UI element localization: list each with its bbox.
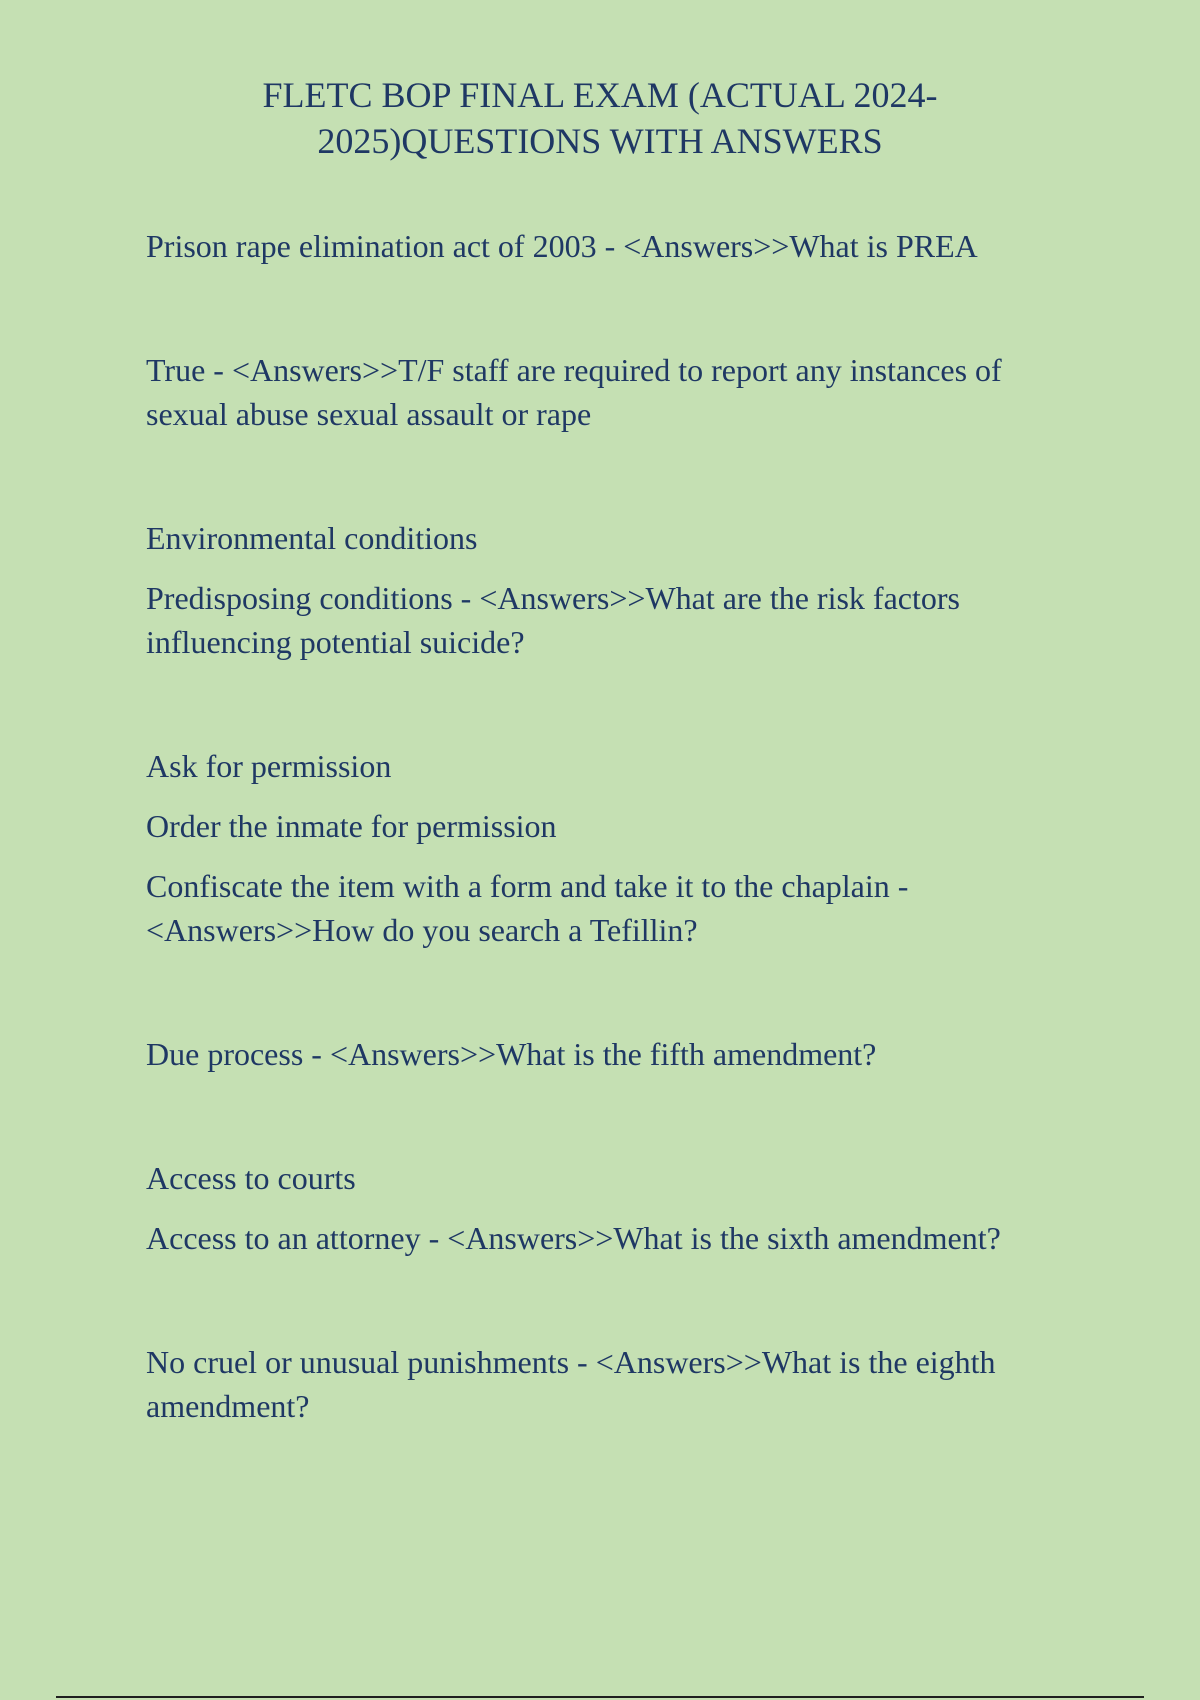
qa-line [146,1032,1046,1076]
question-text: What are the risk factors influencing potential suicide? [146,580,960,660]
qa-entry [146,1156,1046,1260]
qa-line [146,1216,1046,1260]
answer-text: Prison rape elimination act of 2003 [146,228,597,264]
separator: - [604,228,616,264]
answer-line: Environmental conditions [146,520,478,556]
answers-marker: <Answers>> [595,1344,762,1380]
separator: - [213,352,224,388]
document-title [150,72,1050,164]
qa-list [146,224,1046,1428]
qa-entry [146,744,1046,952]
answers-marker: <Answers>> [146,912,313,948]
qa-line [146,864,1046,952]
qa-line [146,1340,1046,1428]
separator: - [428,1220,440,1256]
answer-text: Due process [146,1036,304,1072]
bottom-divider [56,1696,1144,1698]
title-line-2: 2025)QUESTIONS WITH ANSWERS [317,121,883,161]
answer-line: Ask for permission [146,748,392,784]
answer-line: Access to courts [146,1160,356,1196]
question-text: How do you search a Tefillin? [312,912,698,948]
qa-entry [146,1032,1046,1076]
answers-marker: <Answers>> [231,352,399,388]
separator: - [311,1036,322,1072]
separator: - [577,1344,588,1380]
separator: - [460,580,472,616]
answers-marker: <Answers>> [479,580,646,616]
answer-text: True [146,352,206,388]
qa-entry [146,516,1046,664]
separator: - [897,868,909,904]
question-text: T/F staff are required to report any instances of sexual abuse sexual assault or rape [146,352,1002,432]
qa-entry [146,348,1046,436]
question-text: What is PREA [789,228,978,264]
answer-text: Access to an attorney [146,1220,421,1256]
title-line-1: FLETC BOP FINAL EXAM (ACTUAL 2024- [262,75,938,115]
question-text: What is the eighth amendment? [146,1344,996,1424]
qa-line [146,576,1046,664]
qa-line [146,348,1046,436]
answers-marker: <Answers>> [447,1220,614,1256]
answers-marker: <Answers>> [329,1036,497,1072]
question-text: What is the fifth amendment? [496,1036,877,1072]
answer-text: No cruel or unusual punishments [146,1344,570,1380]
answer-line: Order the inmate for permission [146,808,557,844]
question-text: What is the sixth amendment? [613,1220,1001,1256]
answer-text: Predisposing conditions [146,580,453,616]
qa-entry [146,1340,1046,1428]
answers-marker: <Answers>> [623,228,790,264]
qa-line [146,224,1046,268]
qa-entry [146,224,1046,268]
answer-text: Confiscate the item with a form and take it to the chaplain [146,868,890,904]
